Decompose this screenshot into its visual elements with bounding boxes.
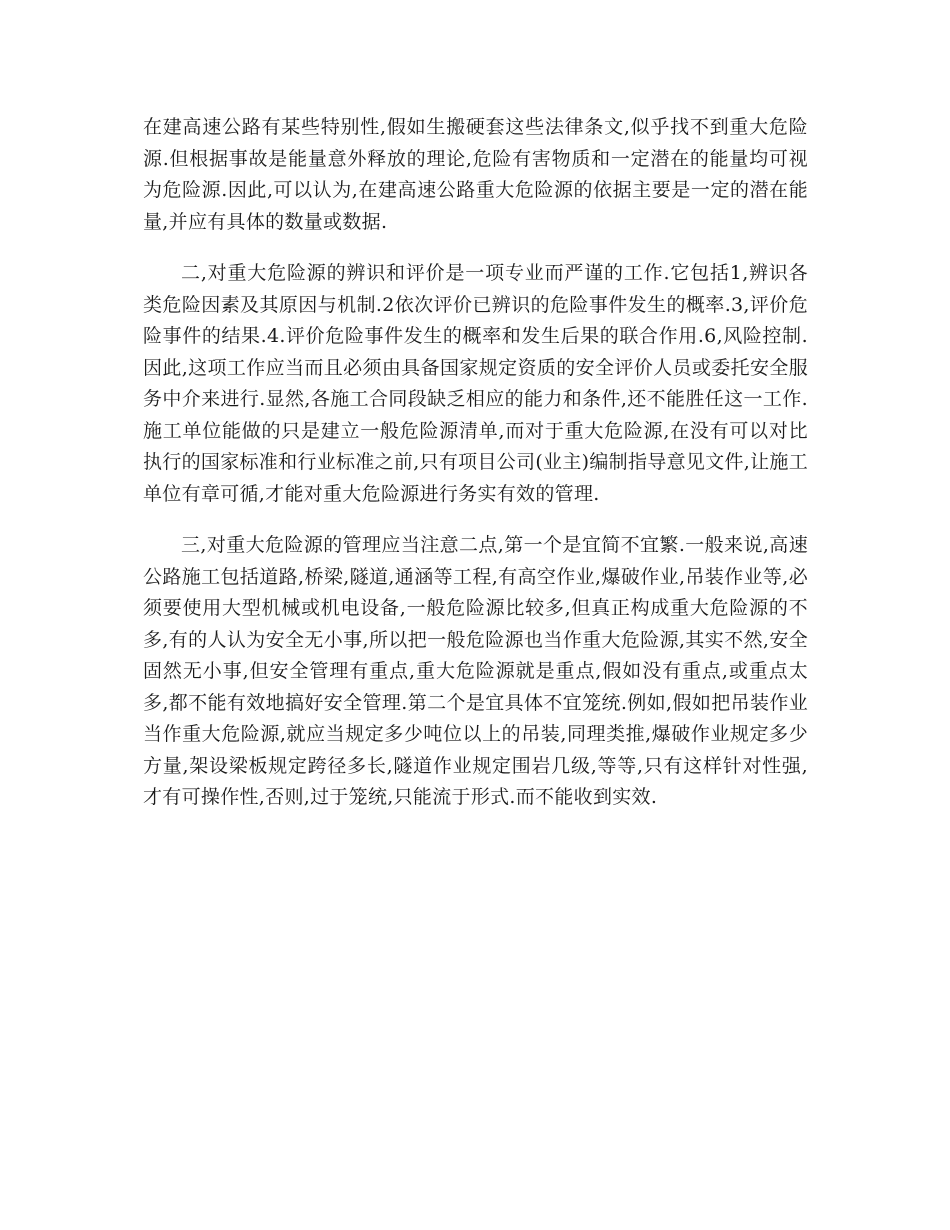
document-body xyxy=(143,112,808,834)
paragraph-3: 三,对重大危险源的管理应当注意二点,第一个是宜简不宜繁.一般来说,高速公路施工包括道路,桥梁,隧道,通涵等工程,有高空作业,爆破作业,吊装作业等,必须要使用大型机械或机电设备,一般危险源比较多,但真正构成重大危险源的不多,有的人认为安全无小事,所以把一般危险源也当作重大危险源,其实不然,安全固然无小事,但安全管理有重点,重大危险源就是重点,假如没有重点,或重点太多,都不能有效地搞好安全管理.第二个是宜具体不宜笼统.例如,假如把吊装作业当作重大危险源,就应当规定多少吨位以上的吊装,同理类推,爆破作业规定多少方量,架设梁板规定跨径多长,隧道作业规定围岩几级,等等,只有这样针对性强,才有可操作性,否则,过于笼统,只能流于形式.而不能收到实效. xyxy=(143,534,808,808)
paragraph-1: 在建高速公路有某些特别性,假如生搬硬套这些法律条文,似乎找不到重大危险源.但根据事故是能量意外释放的理论,危险有害物质和一定潜在的能量均可视为危险源.因此,可以认为,在建高速公路重大危险源的依据主要是一定的潜在能量,并应有具体的数量或数据. xyxy=(143,116,808,233)
paragraph-2: 二,对重大危险源的辨识和评价是一项专业而严谨的工作.它包括1,辨识各类危险因素及其原因与机制.2依次评价已辨识的危险事件发生的概率.3,评价危险事件的结果.4.评价危险事件发生的概率和发生后果的联合作用.6,风险控制.因此,这项工作应当而且必须由具备国家规定资质的安全评价人员或委托安全服务中介来进行.显然,各施工合同段缺乏相应的能力和条件,还不能胜任这一工作.施工单位能做的只是建立一般危险源清单,而对于重大危险源,在没有可以对比执行的国家标准和行业标准之前,只有项目公司(业主)编制指导意见文件,让施工单位有章可循,才能对重大危险源进行务实有效的管理. xyxy=(143,262,809,505)
